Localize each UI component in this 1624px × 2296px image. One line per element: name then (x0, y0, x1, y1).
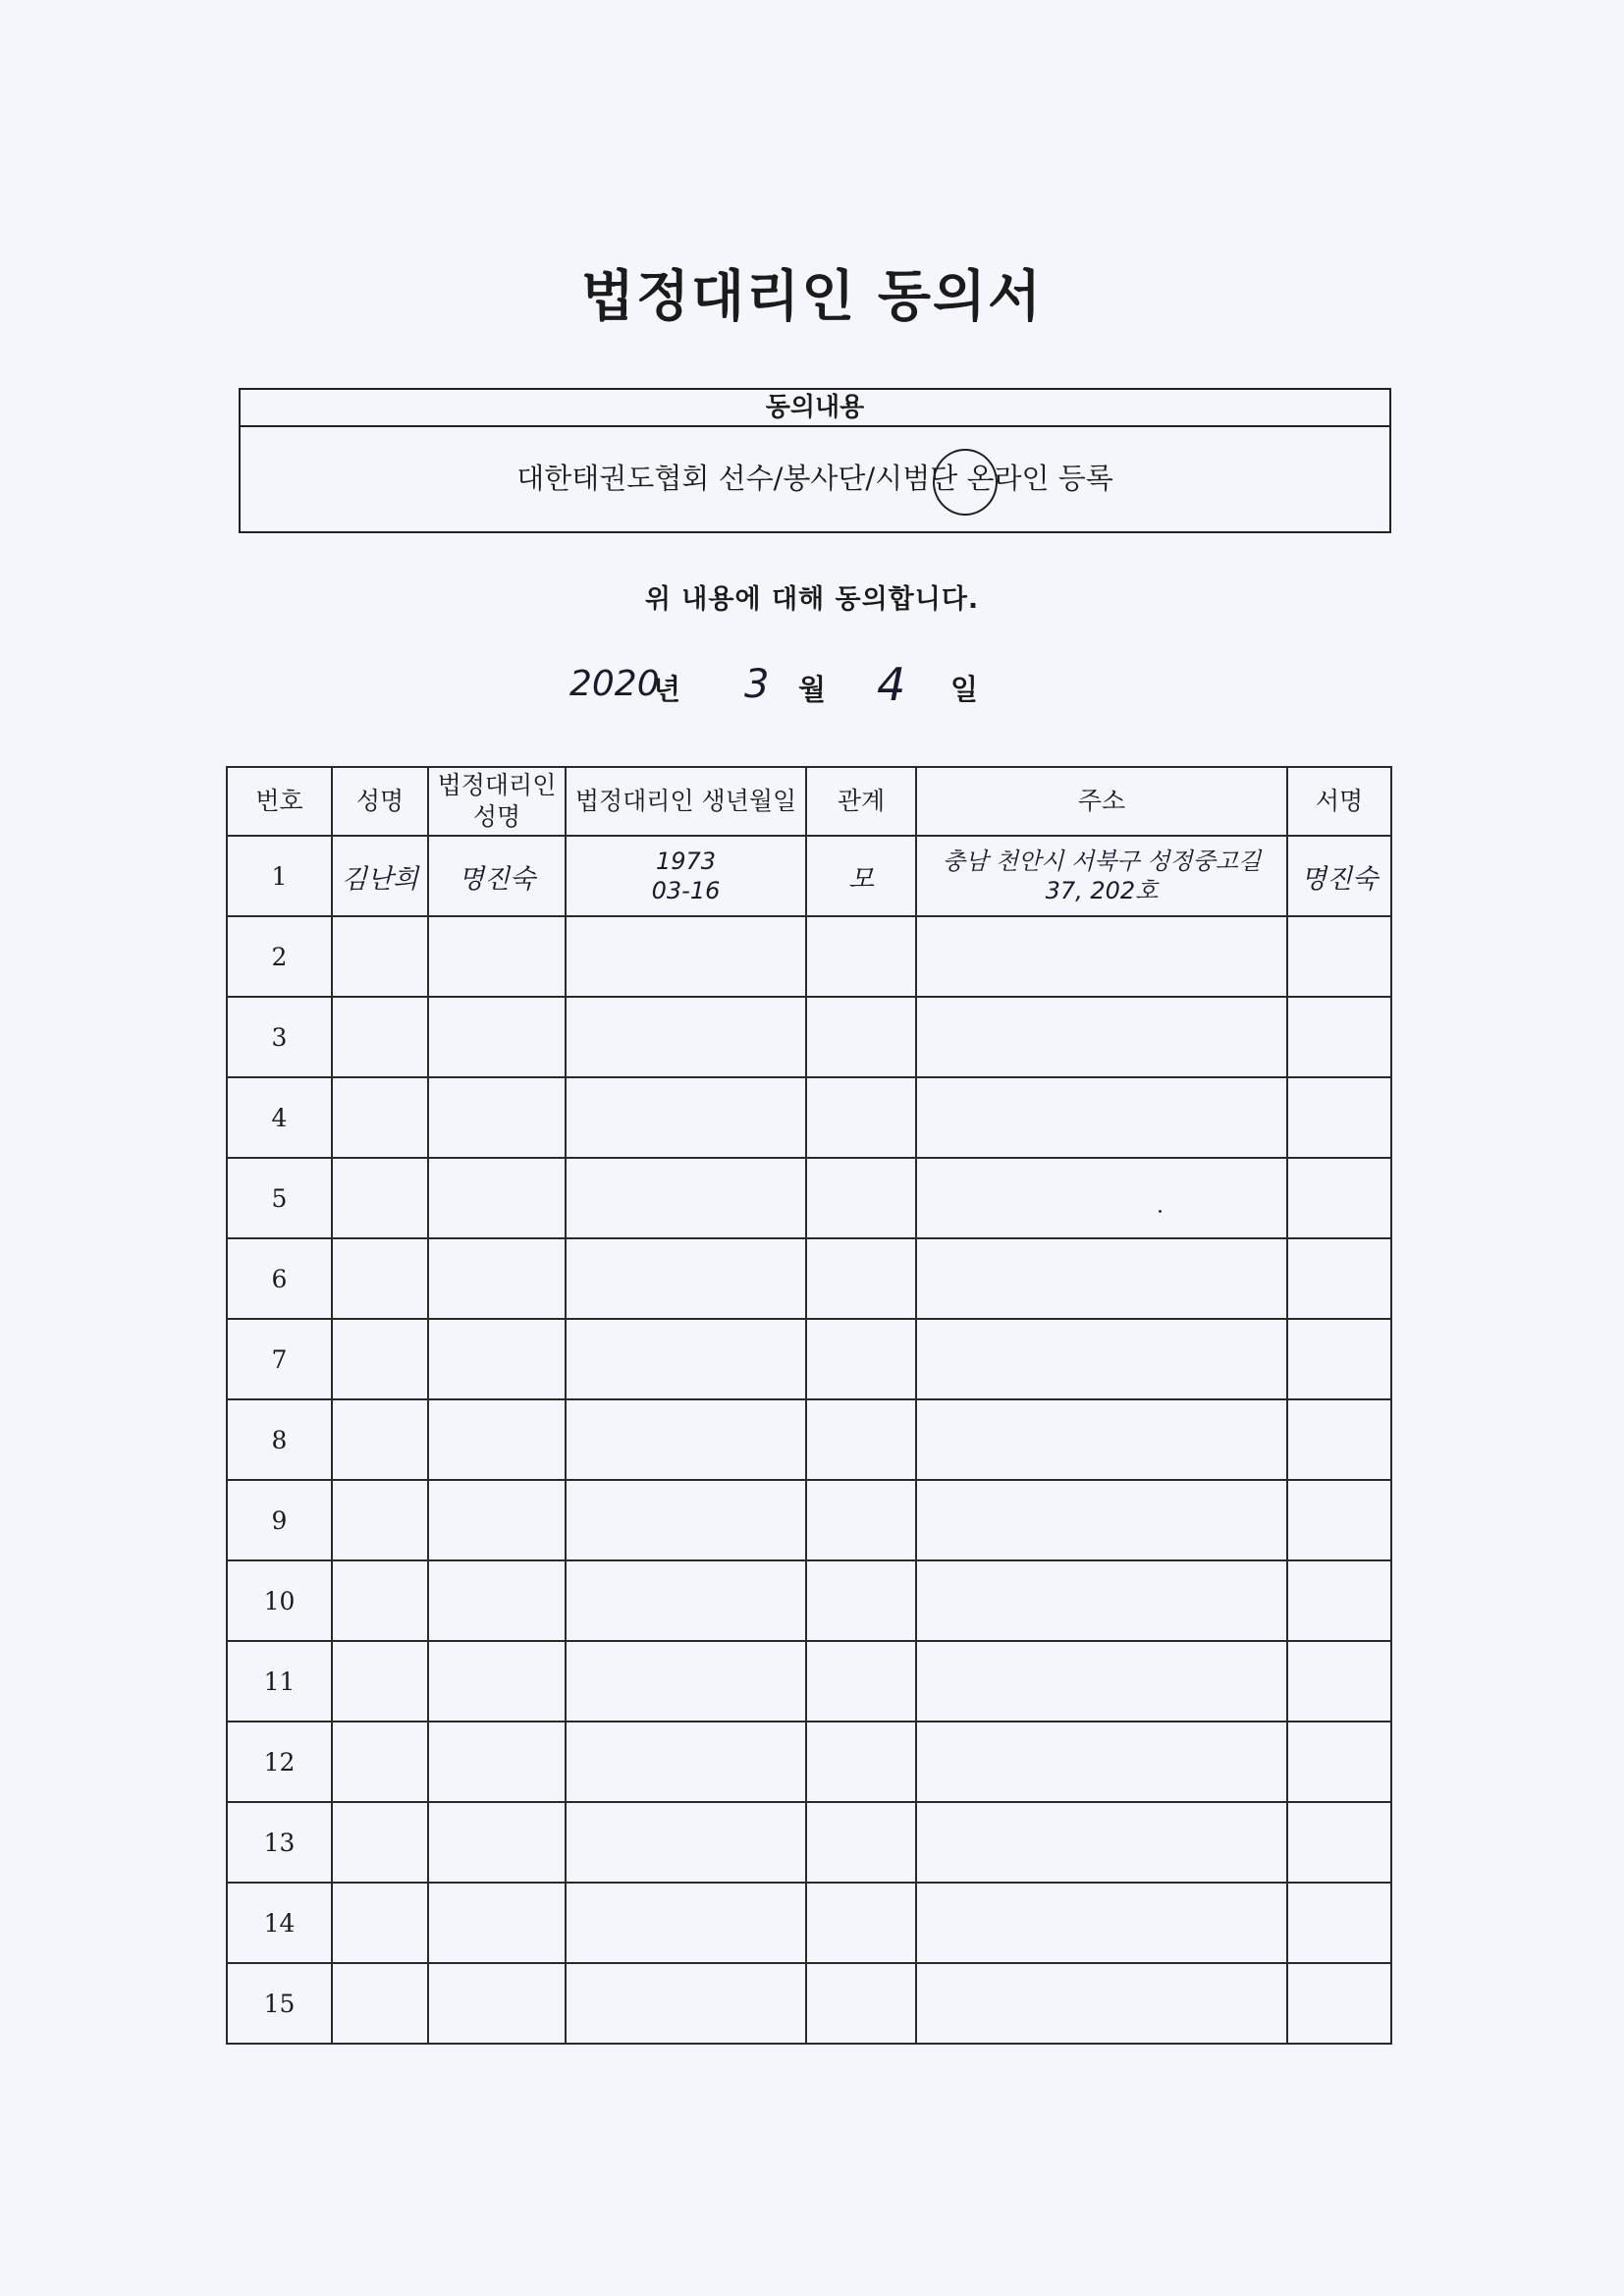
guardian-birth (566, 916, 806, 997)
address (916, 1883, 1287, 1963)
date-day: 4 (877, 658, 906, 711)
row-number: 5 (227, 1158, 332, 1238)
table-row (227, 1722, 1391, 1802)
table-row (227, 1641, 1391, 1722)
table-header-row (227, 767, 1391, 836)
guardian-name (428, 1158, 566, 1238)
agree-statement: 위 내용에 대해 동의합니다. (644, 584, 980, 615)
address (916, 997, 1287, 1077)
relation (806, 1158, 916, 1238)
student-name (332, 916, 428, 997)
row-number: 9 (227, 1480, 332, 1560)
signature (1287, 1319, 1391, 1399)
header-address: 주소 (916, 767, 1287, 836)
row-number: 8 (227, 1399, 332, 1480)
table-row (227, 1883, 1391, 1963)
hand-drawn-circle-mark (933, 449, 998, 516)
student-name (332, 1399, 428, 1480)
signature (1287, 1722, 1391, 1802)
address (916, 836, 1287, 916)
date-year: 2020 (569, 664, 660, 704)
signature (1287, 1480, 1391, 1560)
relation (806, 916, 916, 997)
table-row (227, 1158, 1391, 1238)
table-row (227, 997, 1391, 1077)
signature (1287, 1641, 1391, 1722)
row-number: 7 (227, 1319, 332, 1399)
signature (1287, 1560, 1391, 1641)
signature: 명진숙 (1287, 836, 1391, 916)
header-guardian-birth: 법정대리인 생년월일 (566, 767, 806, 836)
signature (1287, 997, 1391, 1077)
student-name: 김난희 (332, 836, 428, 916)
guardian-birth (566, 1560, 806, 1641)
student-name (332, 1480, 428, 1560)
student-name (332, 1722, 428, 1802)
guardian-birth (566, 1641, 806, 1722)
relation (806, 1077, 916, 1158)
student-name (332, 1158, 428, 1238)
guardian-name (428, 1319, 566, 1399)
relation (806, 1722, 916, 1802)
relation (806, 1802, 916, 1883)
guardian-name (428, 1238, 566, 1319)
address (916, 1319, 1287, 1399)
header-signature: 서명 (1287, 767, 1391, 836)
signature (1287, 1883, 1391, 1963)
document-title: 법정대리인 동의서 (580, 265, 1044, 329)
header-no: 번호 (227, 767, 332, 836)
address (916, 1722, 1287, 1802)
guardian-name (428, 916, 566, 997)
row-number: 2 (227, 916, 332, 997)
guardian-name (428, 1641, 566, 1722)
address (916, 1802, 1287, 1883)
student-name (332, 997, 428, 1077)
date-year-unit: 년 (653, 673, 681, 706)
student-name (332, 1883, 428, 1963)
row-number: 1 (227, 836, 332, 916)
table-row (227, 916, 1391, 997)
relation (806, 1641, 916, 1722)
row-number: 6 (227, 1238, 332, 1319)
guardian-birth (566, 1480, 806, 1560)
relation: 모 (806, 836, 916, 916)
guardian-name (428, 1399, 566, 1480)
guardian-birth (566, 836, 806, 916)
table-row (227, 1077, 1391, 1158)
guardian-name (428, 997, 566, 1077)
row-number: 13 (227, 1802, 332, 1883)
row-number: 3 (227, 997, 332, 1077)
birth-year: 1973 (655, 847, 717, 875)
guardian-name (428, 1802, 566, 1883)
table-row (227, 1560, 1391, 1641)
guardian-birth (566, 1802, 806, 1883)
date-month: 3 (744, 662, 770, 707)
address (916, 1399, 1287, 1480)
student-name (332, 1560, 428, 1641)
signature (1287, 1399, 1391, 1480)
table-row (227, 1480, 1391, 1560)
relation (806, 997, 916, 1077)
guardian-name (428, 1560, 566, 1641)
address (916, 1963, 1287, 2044)
date-day-unit: 일 (950, 673, 979, 706)
relation (806, 1883, 916, 1963)
signature (1287, 1158, 1391, 1238)
header-name: 성명 (332, 767, 428, 836)
address-line-2: 37, 202호 (1045, 877, 1159, 904)
address (916, 1158, 1287, 1238)
birth-month-day: 03-16 (651, 877, 721, 904)
student-name (332, 1963, 428, 2044)
student-name (332, 1319, 428, 1399)
guardian-birth (566, 1158, 806, 1238)
relation (806, 1963, 916, 2044)
row-number: 14 (227, 1883, 332, 1963)
address (916, 1560, 1287, 1641)
table-row (227, 1963, 1391, 2044)
header-relation: 관계 (806, 767, 916, 836)
consent-header: 동의내용 (241, 390, 1389, 427)
row-number: 11 (227, 1641, 332, 1722)
guardian-birth (566, 1883, 806, 1963)
guardian-birth (566, 1722, 806, 1802)
relation (806, 1480, 916, 1560)
guardian-name (428, 1480, 566, 1560)
consent-content-box (239, 388, 1391, 533)
registration-table (226, 766, 1392, 2045)
address (916, 1641, 1287, 1722)
guardian-birth (566, 1963, 806, 2044)
guardian-name (428, 1963, 566, 2044)
date-line (0, 660, 1624, 719)
table-row (227, 1802, 1391, 1883)
address-line-1: 충남 천안시 서북구 성정중고길 (942, 847, 1262, 875)
signature (1287, 1963, 1391, 2044)
row-number: 4 (227, 1077, 332, 1158)
student-name (332, 1238, 428, 1319)
header-guardian-name: 법정대리인 성명 (428, 767, 566, 836)
address (916, 1077, 1287, 1158)
student-name (332, 1641, 428, 1722)
guardian-birth (566, 1319, 806, 1399)
guardian-birth (566, 1399, 806, 1480)
address (916, 1480, 1287, 1560)
table-row (227, 1238, 1391, 1319)
signature (1287, 1238, 1391, 1319)
row-number: 12 (227, 1722, 332, 1802)
student-name (332, 1802, 428, 1883)
signature (1287, 1077, 1391, 1158)
stray-mark (1159, 1210, 1162, 1213)
table-row (227, 836, 1391, 916)
relation (806, 1238, 916, 1319)
signature (1287, 1802, 1391, 1883)
relation (806, 1319, 916, 1399)
guardian-name: 명진숙 (428, 836, 566, 916)
guardian-birth (566, 1077, 806, 1158)
date-month-unit: 월 (798, 673, 827, 706)
table-row (227, 1399, 1391, 1480)
relation (806, 1560, 916, 1641)
student-name (332, 1077, 428, 1158)
guardian-name (428, 1077, 566, 1158)
guardian-name (428, 1883, 566, 1963)
row-number: 15 (227, 1963, 332, 2044)
guardian-birth (566, 1238, 806, 1319)
table-row (227, 1319, 1391, 1399)
address (916, 1238, 1287, 1319)
consent-text: 대한태권도협회 선수/봉사단/시범단 온라인 등록 (516, 462, 1113, 495)
guardian-name (428, 1722, 566, 1802)
row-number: 10 (227, 1560, 332, 1641)
relation (806, 1399, 916, 1480)
guardian-birth (566, 997, 806, 1077)
signature (1287, 916, 1391, 997)
address (916, 916, 1287, 997)
